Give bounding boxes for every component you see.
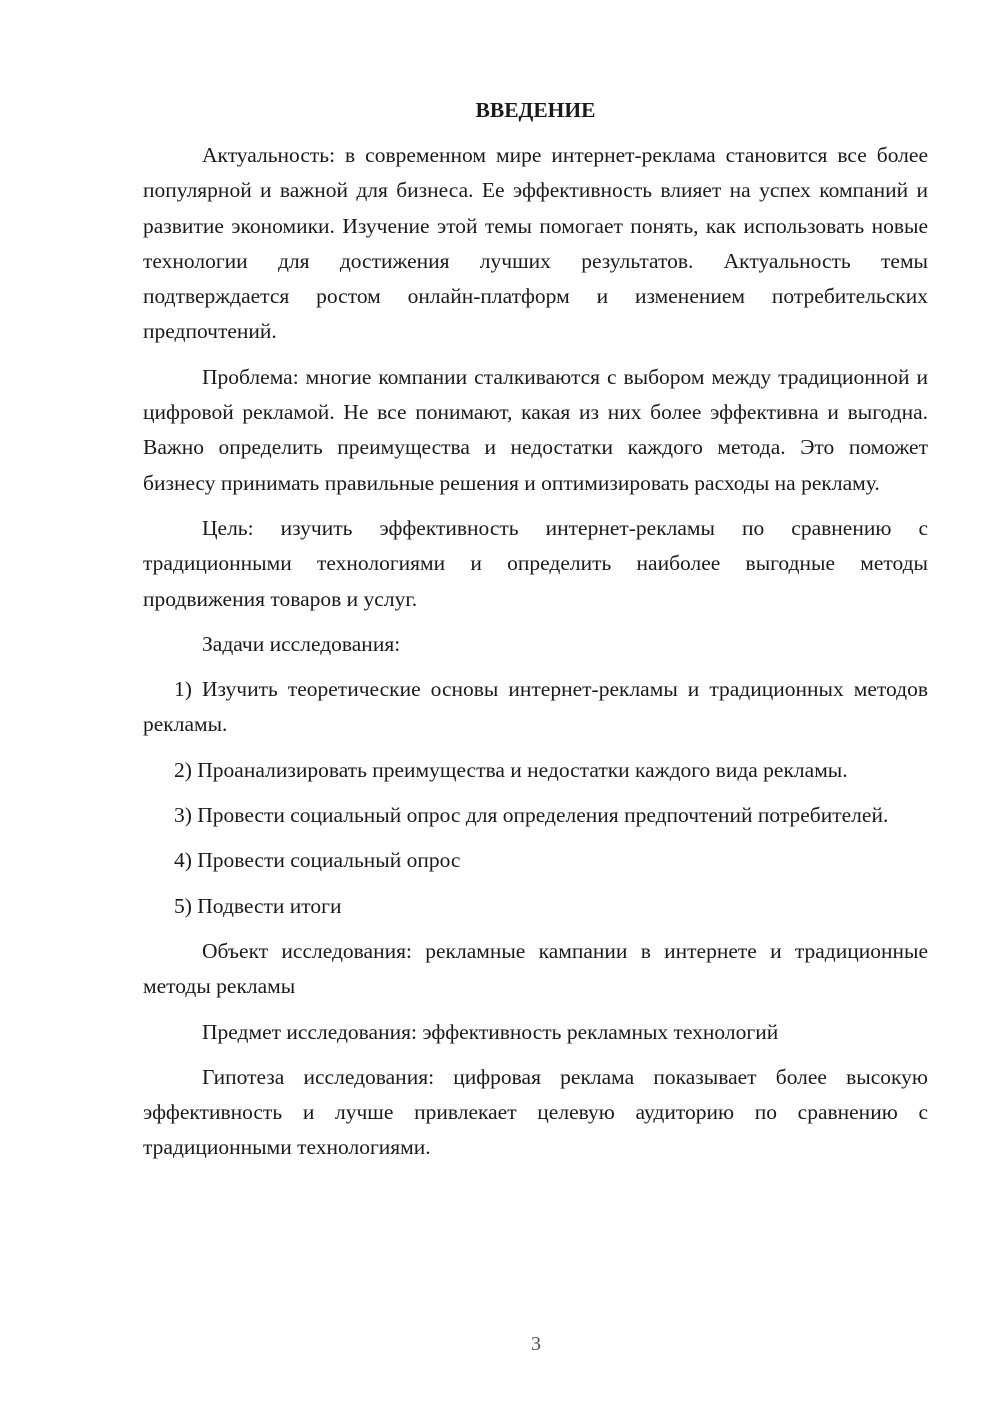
task-item-3: 3) Провести социальный опрос для определения предпочтений потребителей. bbox=[174, 803, 889, 828]
tasks-title: Задачи исследования: bbox=[202, 631, 401, 656]
relevance-paragraph: Актуальность: в современном мире интернет-реклама становится все более популярной и важной для бизнеса. Ее эффективность влияет на успех компаний и развитие экономики. Изучение этой темы помогает понять, как использовать новые технологии для достижения лучших результатов. Актуальность темы подтверждается ростом онлайн-платформ и изменением потребительских предпочтений. bbox=[143, 143, 928, 344]
document-body bbox=[143, 93, 928, 1176]
task-item-1: 1) Изучить теоретические основы интернет-рекламы и традиционных методов рекламы. bbox=[143, 677, 928, 737]
object-paragraph: Объект исследования: рекламные кампании в интернете и традиционные методы рекламы bbox=[143, 938, 928, 999]
section-heading: ВВЕДЕНИЕ bbox=[475, 98, 596, 122]
hypothesis-paragraph: Гипотеза исследования: цифровая реклама показывает более высокую эффективность и лучше привлекает целевую аудиторию по сравнению с традиционными технологиями. bbox=[143, 1064, 928, 1160]
task-item-4: 4) Провести социальный опрос bbox=[174, 848, 461, 873]
task-item-5: 5) Подвести итоги bbox=[174, 893, 342, 918]
goal-paragraph: Цель: изучить эффективность интернет-рекламы по сравнению с традиционными технологиями и определить наиболее выгодные методы продвижения товаров и услуг. bbox=[143, 515, 928, 611]
problem-paragraph: Проблема: многие компании сталкиваются с выбором между традиционной и цифровой рекламой. Не все понимают, какая из них более эффективна и выгодна. Важно определить преимущества и недостатки каждого метода. Это поможет бизнесу принимать правильные решения и оптимизировать расходы на рекламу. bbox=[143, 364, 928, 495]
task-item-2: 2) Проанализировать преимущества и недостатки каждого вида рекламы. bbox=[174, 757, 848, 782]
subject-paragraph: Предмет исследования: эффективность рекламных технологий bbox=[202, 1019, 779, 1044]
page-number: 3 bbox=[531, 1333, 541, 1355]
